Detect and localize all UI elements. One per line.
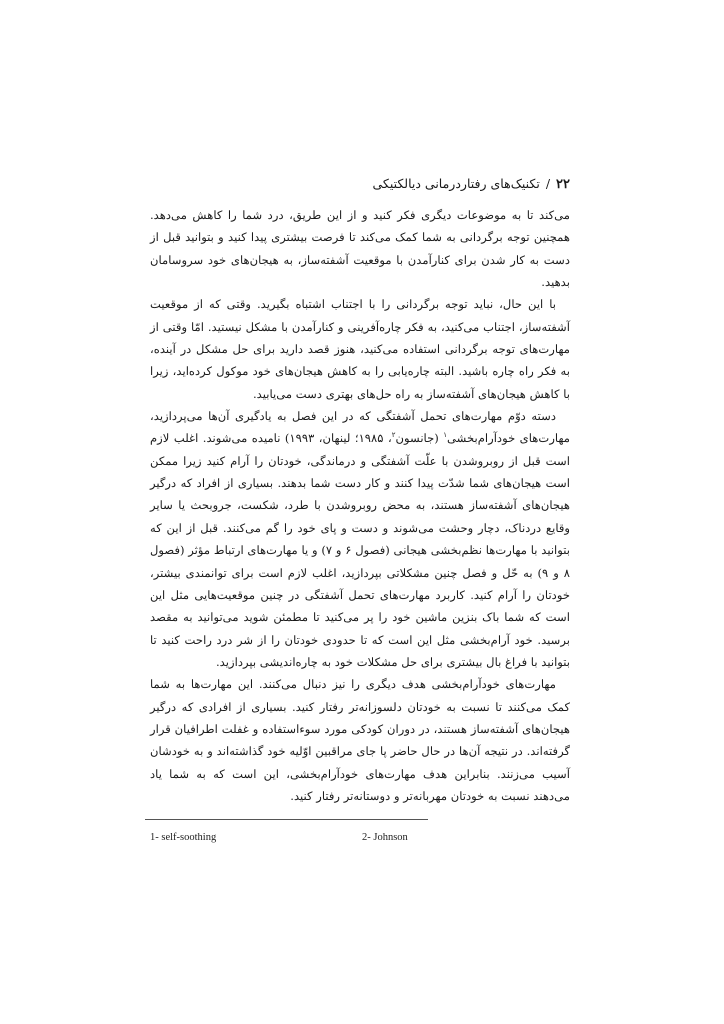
paragraph-3-part-2: (جانسون [395, 431, 444, 446]
body-text [150, 204, 570, 807]
paragraph-3-part-1: دسته دوّم مهارت‌های تحمل آشفتگی که در این فصل به یادگیری آن‌ها می‌پردازید، مهارت‌های خودآرام‌بخشی [150, 409, 571, 446]
page-number: ۲۲ [556, 177, 570, 192]
running-header [150, 176, 570, 193]
paragraph-1: می‌کند تا به موضوعات دیگری فکر کنید و از این طریق، درد شما را کاهش می‌دهد. همچنین توجه برگردانی به شما کمک می‌کند تا فرصت بیشتری پیدا کنید و بتوانید قبل از دست به کار شدن برای کنارآمدن با موقعیت آشفته‌ساز، به هیجان‌های خود سروسامان بدهید. [150, 208, 570, 290]
running-title: تکنیک‌های رفتاردرمانی دیالکتیکی [372, 176, 540, 191]
footnote-1: 1- self-soothing [150, 832, 217, 843]
paragraph-3 [150, 405, 570, 673]
paragraph-3-part-3: ، ۱۹۸۵؛ لینهان، ۱۹۹۳) نامیده می‌شوند. اغلب لازم است قبل از روبروشدن با علّت آشفتگی و درماندگی، خودتان را آرام کنید زیرا ممکن است هیجان‌های شما شدّت پیدا کنند و کار دست شما بدهند. بسیاری از افراد که درگیر هیجان‌های آشفته‌ساز هستند، به محض روبروشدن با طرد، شکست، جروبحث یا سایر وقایع دردناک، دچار وحشت می‌شوند و دست و پای خود را گم می‌کنند. قبل از این که بتوانید با مهارت‌ها نظم‌بخشی هیجانی (فصول ۶ و ۷) و یا مهارت‌های ارتباط مؤثر (فصول ۸ و ۹) به حّل و فصل چنین مشکلاتی بپردازید، اغلب لازم است برای توانمندی بیشتر، خودتان را آرام کنید. کاربرد مهارت‌های تحمل آشفتگی در چنین موقعیت‌هایی مثل این است که شما باک بنزین ماشین خود را پر می‌کنید تا مطمئن شوید می‌توانید به مقصد برسید. خود آرام‌بخشی مثل این است که تا حدودی خودتان را از شر درد راحت کنید تا بتوانید با فراغ بال بیشتری برای حل مشکلات خود به چاره‌اندیشی بپردازید. [150, 431, 570, 669]
footnote-2: 2- Johnson [362, 832, 408, 843]
footnote-marker-1: ۱ [443, 431, 447, 440]
header-separator: / [545, 176, 551, 191]
paragraph-4: مهارت‌های خودآرام‌بخشی هدف دیگری را نیز دنبال می‌کنند. این مهارت‌ها به شما کمک می‌کنند تا نسبت به خودتان دلسوزانه‌تر رفتار کنید. بسیاری از افرادی که درگیر هیجان‌های آشفته‌ساز هستند، در دوران کودکی مورد سوءاستفاده و غفلت اطرافیان قرار گرفته‌اند. در نتیجه آن‌ها در حال حاضر پا جای مراقبین اوّلیه خود گذاشته‌اند و به خودشان آسیب می‌زنند. بنابراین هدف مهارت‌های خودآرام‌بخشی، این است که به شما یاد می‌دهند نسبت به خودتان مهربانه‌تر و دوستانه‌تر رفتار کنید. [150, 677, 570, 803]
footnote-marker-2: ۲ [391, 431, 396, 440]
footnote-divider [145, 819, 428, 820]
paragraph-2: با این حال، نباید توجه برگردانی را با اجتناب اشتباه بگیرید. وقتی که از موقعیت آشفته‌ساز، اجتناب می‌کنید، به فکر چاره‌آفرینی و کنارآمدن با مشکل نیستید. امّا وقتی از مهارت‌های توجه برگردانی استفاده می‌کنید، هنوز قصد دارید برای حل مشکل در آینده، به فکر راه چاره باشید. البته چاره‌یابی را به کاهش هیجان‌های خود موکول کرده‌اید، زیرا با کاهش هیجان‌های آشفته‌ساز به راه حل‌های بهتری دست می‌یابید. [150, 297, 570, 401]
